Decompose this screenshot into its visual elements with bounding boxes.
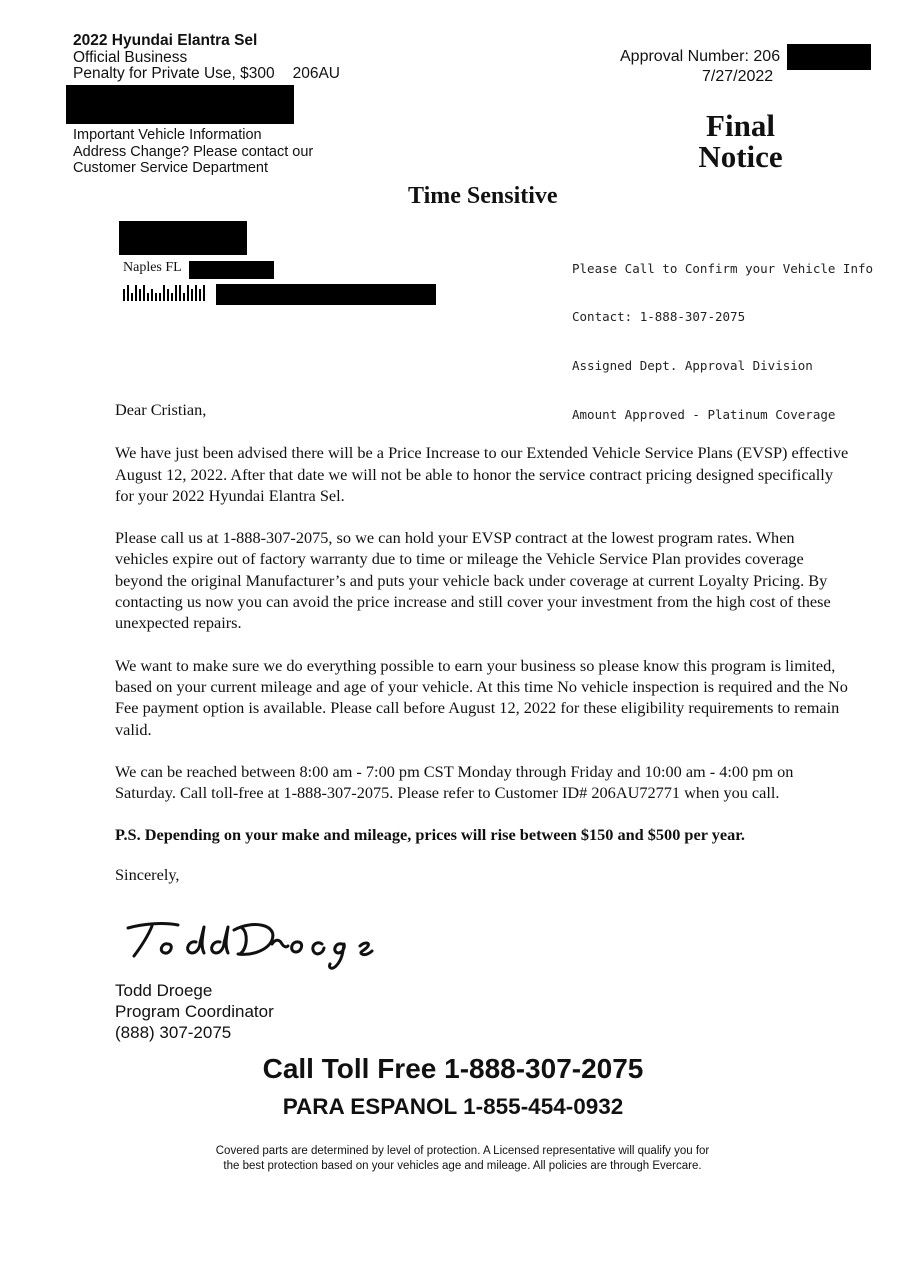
handwritten-signature [122,914,382,974]
disclaimer [150,1144,775,1173]
approval-date: 7/27/2022 [702,68,774,85]
postal-barcode [123,285,205,301]
disclaimer-line-2: the best protection based on your vehicles age and mileage. All policies are through Evercare. [223,1159,702,1172]
redacted-block [66,85,294,124]
confirm-line-1: Please Call to Confirm your Vehicle Info [572,260,874,276]
vehicle-title: 2022 Hyundai Elantra Sel [73,32,258,49]
paragraph-price-increase: We have just been advised there will be a Price Increase to our Extended Vehicle Service Plans (EVSP) effective August 12, 2022. After that date we will not be able to honor the service contract pricing designed specifically for your 2022 Hyundai Elantra Sel. [115,443,849,505]
sender-header [73,33,340,83]
redacted-approval-number [787,44,871,70]
confirm-line-3: Assigned Dept. Approval Division [572,358,813,374]
redacted-barcode [216,284,436,305]
toll-free-number: Call Toll Free 1-888-307-2075 [262,1053,644,1084]
postscript: P.S. Depending on your make and mileage, prices will rise between $150 and $500 per year. [115,825,746,845]
final-notice-line-2: Notice [698,139,783,174]
official-business-line: Official Business [73,48,188,66]
closing: Sincerely, [115,864,180,884]
penalty-line [73,66,340,83]
info-line-3: Customer Service Department [73,160,269,176]
paragraph-limited-program: We want to make sure we do everything possible to earn your business so please know this program is limited, based on your current mileage and age of your vehicle. At this time No vehicle inspection is required and the No Fee payment option is available. Please call before August 12, 2022 for these eligibility requirements to remain valid. [115,655,848,739]
vehicle-info-block [73,127,313,177]
paragraph-call-us: Please call us at 1-888-307-2075, so we can hold your EVSP contract at the lowest program rates. When vehicles expire out of factory warranty due to time or mileage the Vehicle Service Plan provides coverage beyond the original Manufacturer’s and puts your vehicle back under coverage at current Loyalty Pricing. By contacting us now you can avoid the price increase and still cover your investment from the high cost of these unexpected repairs. [115,528,831,633]
final-notice-heading [688,110,793,172]
signer-phone: (888) 307-2075 [115,1023,232,1042]
greeting: Dear Cristian, [115,400,207,419]
penalty-text: Penalty for Private Use, $300 [73,65,275,82]
time-sensitive-heading: Time Sensitive [408,183,558,209]
recipient-city: Naples FL [123,260,182,275]
account-code: 206AU [292,65,341,82]
spanish-number: PARA ESPANOL 1-855-454-0932 [282,1094,624,1119]
confirm-line-4: Amount Approved - Platinum Coverage [572,407,836,423]
final-notice-line-1: Final [706,108,775,143]
signature-block [115,980,274,1043]
info-line-1: Important Vehicle Information [73,127,262,143]
redacted-recipient-name [119,221,247,255]
disclaimer-line-1: Covered parts are determined by level of protection. A Licensed representative will qualify you for [215,1145,710,1157]
redacted-zip [189,261,274,279]
signer-name: Todd Droege [115,981,213,1000]
confirm-line-2: Contact: 1-888-307-2075 [572,309,746,325]
signer-title: Program Coordinator [115,1002,274,1021]
approval-number: Approval Number: 206 [620,48,781,65]
letter-body [115,399,850,906]
paragraph-hours: We can be reached between 8:00 am - 7:00 pm CST Monday through Friday and 10:00 am - 4:00 pm on Saturday. Call toll-free at 1-888-307-2075. Please refer to Customer ID# 206AU72771 when you call. [115,761,794,803]
info-line-2: Address Change? Please contact our [73,143,314,160]
